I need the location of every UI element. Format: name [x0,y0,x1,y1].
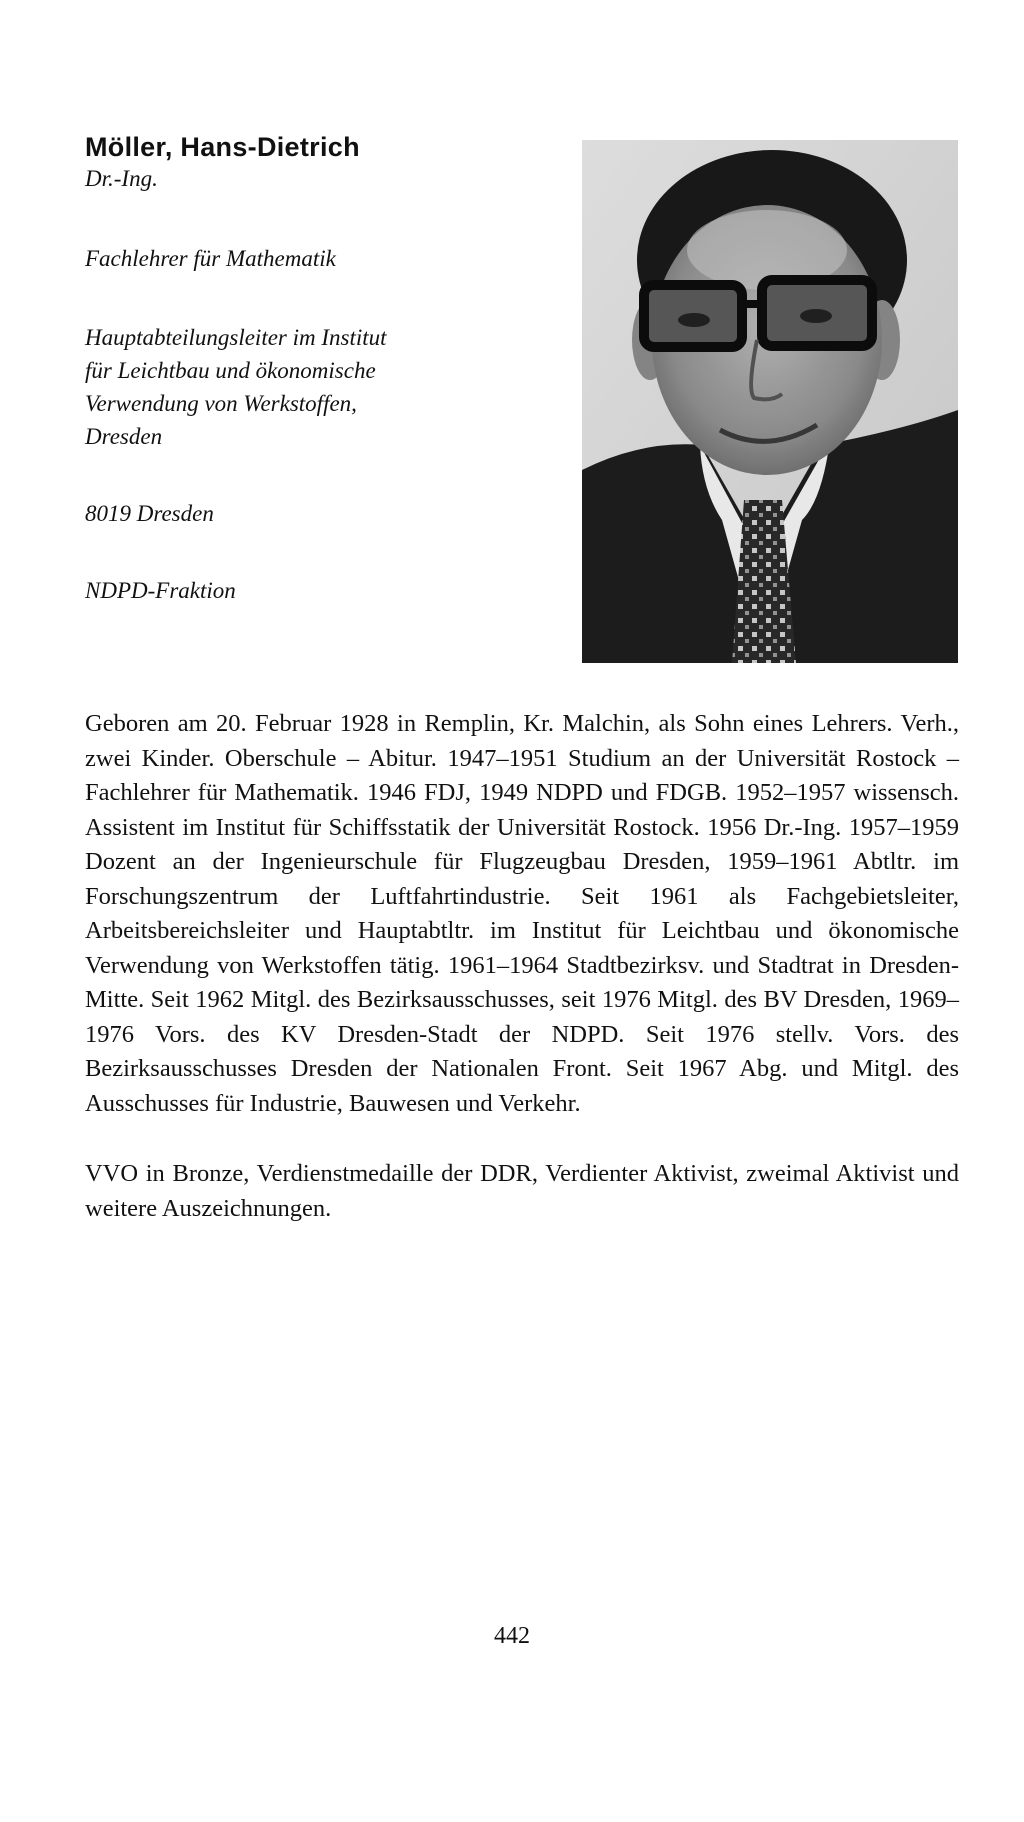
position-line: Dresden [85,424,163,449]
position-block [85,321,555,453]
biography-text: Geboren am 20. Februar 1928 in Remplin, Kr. Malchin, als Sohn eines Lehrers. Verh., zwei Kinder. Oberschule – Abitur. 1947–1951 Studium an der Universität Rostock – Fachlehrer für Mathematik. 1946 FDJ, 1949 NDPD und FDGB. 1952–1957 wissensch. Assistent im Institut für Schiffsstatik der Universität Rostock. 1956 Dr.-Ing. 1957–1959 Dozent an der Ingenieurschule für Flugzeugbau Dresden, 1959–1961 Abtltr. im Forschungszentrum der Luftfahrtindustrie. Seit 1961 als Fachgebietsleiter, Arbeitsbereichsleiter und Hauptabtltr. im Institut für Leichtbau und ökonomische Verwendung von Werkstoffen tätig. 1961–1964 Stadtbezirksv. und Stadtrat in Dresden-Mitte. Seit 1962 Mitgl. des Bezirksausschusses, seit 1976 Mitgl. des BV Dresden, 1969–1976 Vors. des KV Dresden-Stadt der NDPD. Seit 1976 stellv. Vors. des Bezirksausschusses Dresden der Nationalen Front. Seit 1967 Abg. und Mitgl. des Ausschusses für Industrie, Bauwesen und Verkehr. [85,710,959,1117]
portrait-photo [582,140,958,663]
page-number: 442 [494,1623,530,1649]
address: 8019 Dresden [85,501,214,526]
portrait-icon [582,140,958,663]
position-line: für Leichtbau und ökonomische [85,358,376,383]
academic-title: Dr.-Ing. [85,166,158,191]
position-line: Hauptabteilungsleiter im Institut [85,325,387,350]
awards-text: VVO in Bronze, Verdienstmedaille der DDR, Verdienter Aktivist, zweimal Aktivist und weitere Auszeichnungen. [85,1160,959,1222]
faction: NDPD-Fraktion [85,578,236,603]
entry-header [85,130,555,607]
profession: Fachlehrer für Mathematik [85,246,336,271]
person-name: Möller, Hans-Dietrich [85,132,360,162]
position-line: Verwendung von Werkstoffen, [85,391,357,416]
